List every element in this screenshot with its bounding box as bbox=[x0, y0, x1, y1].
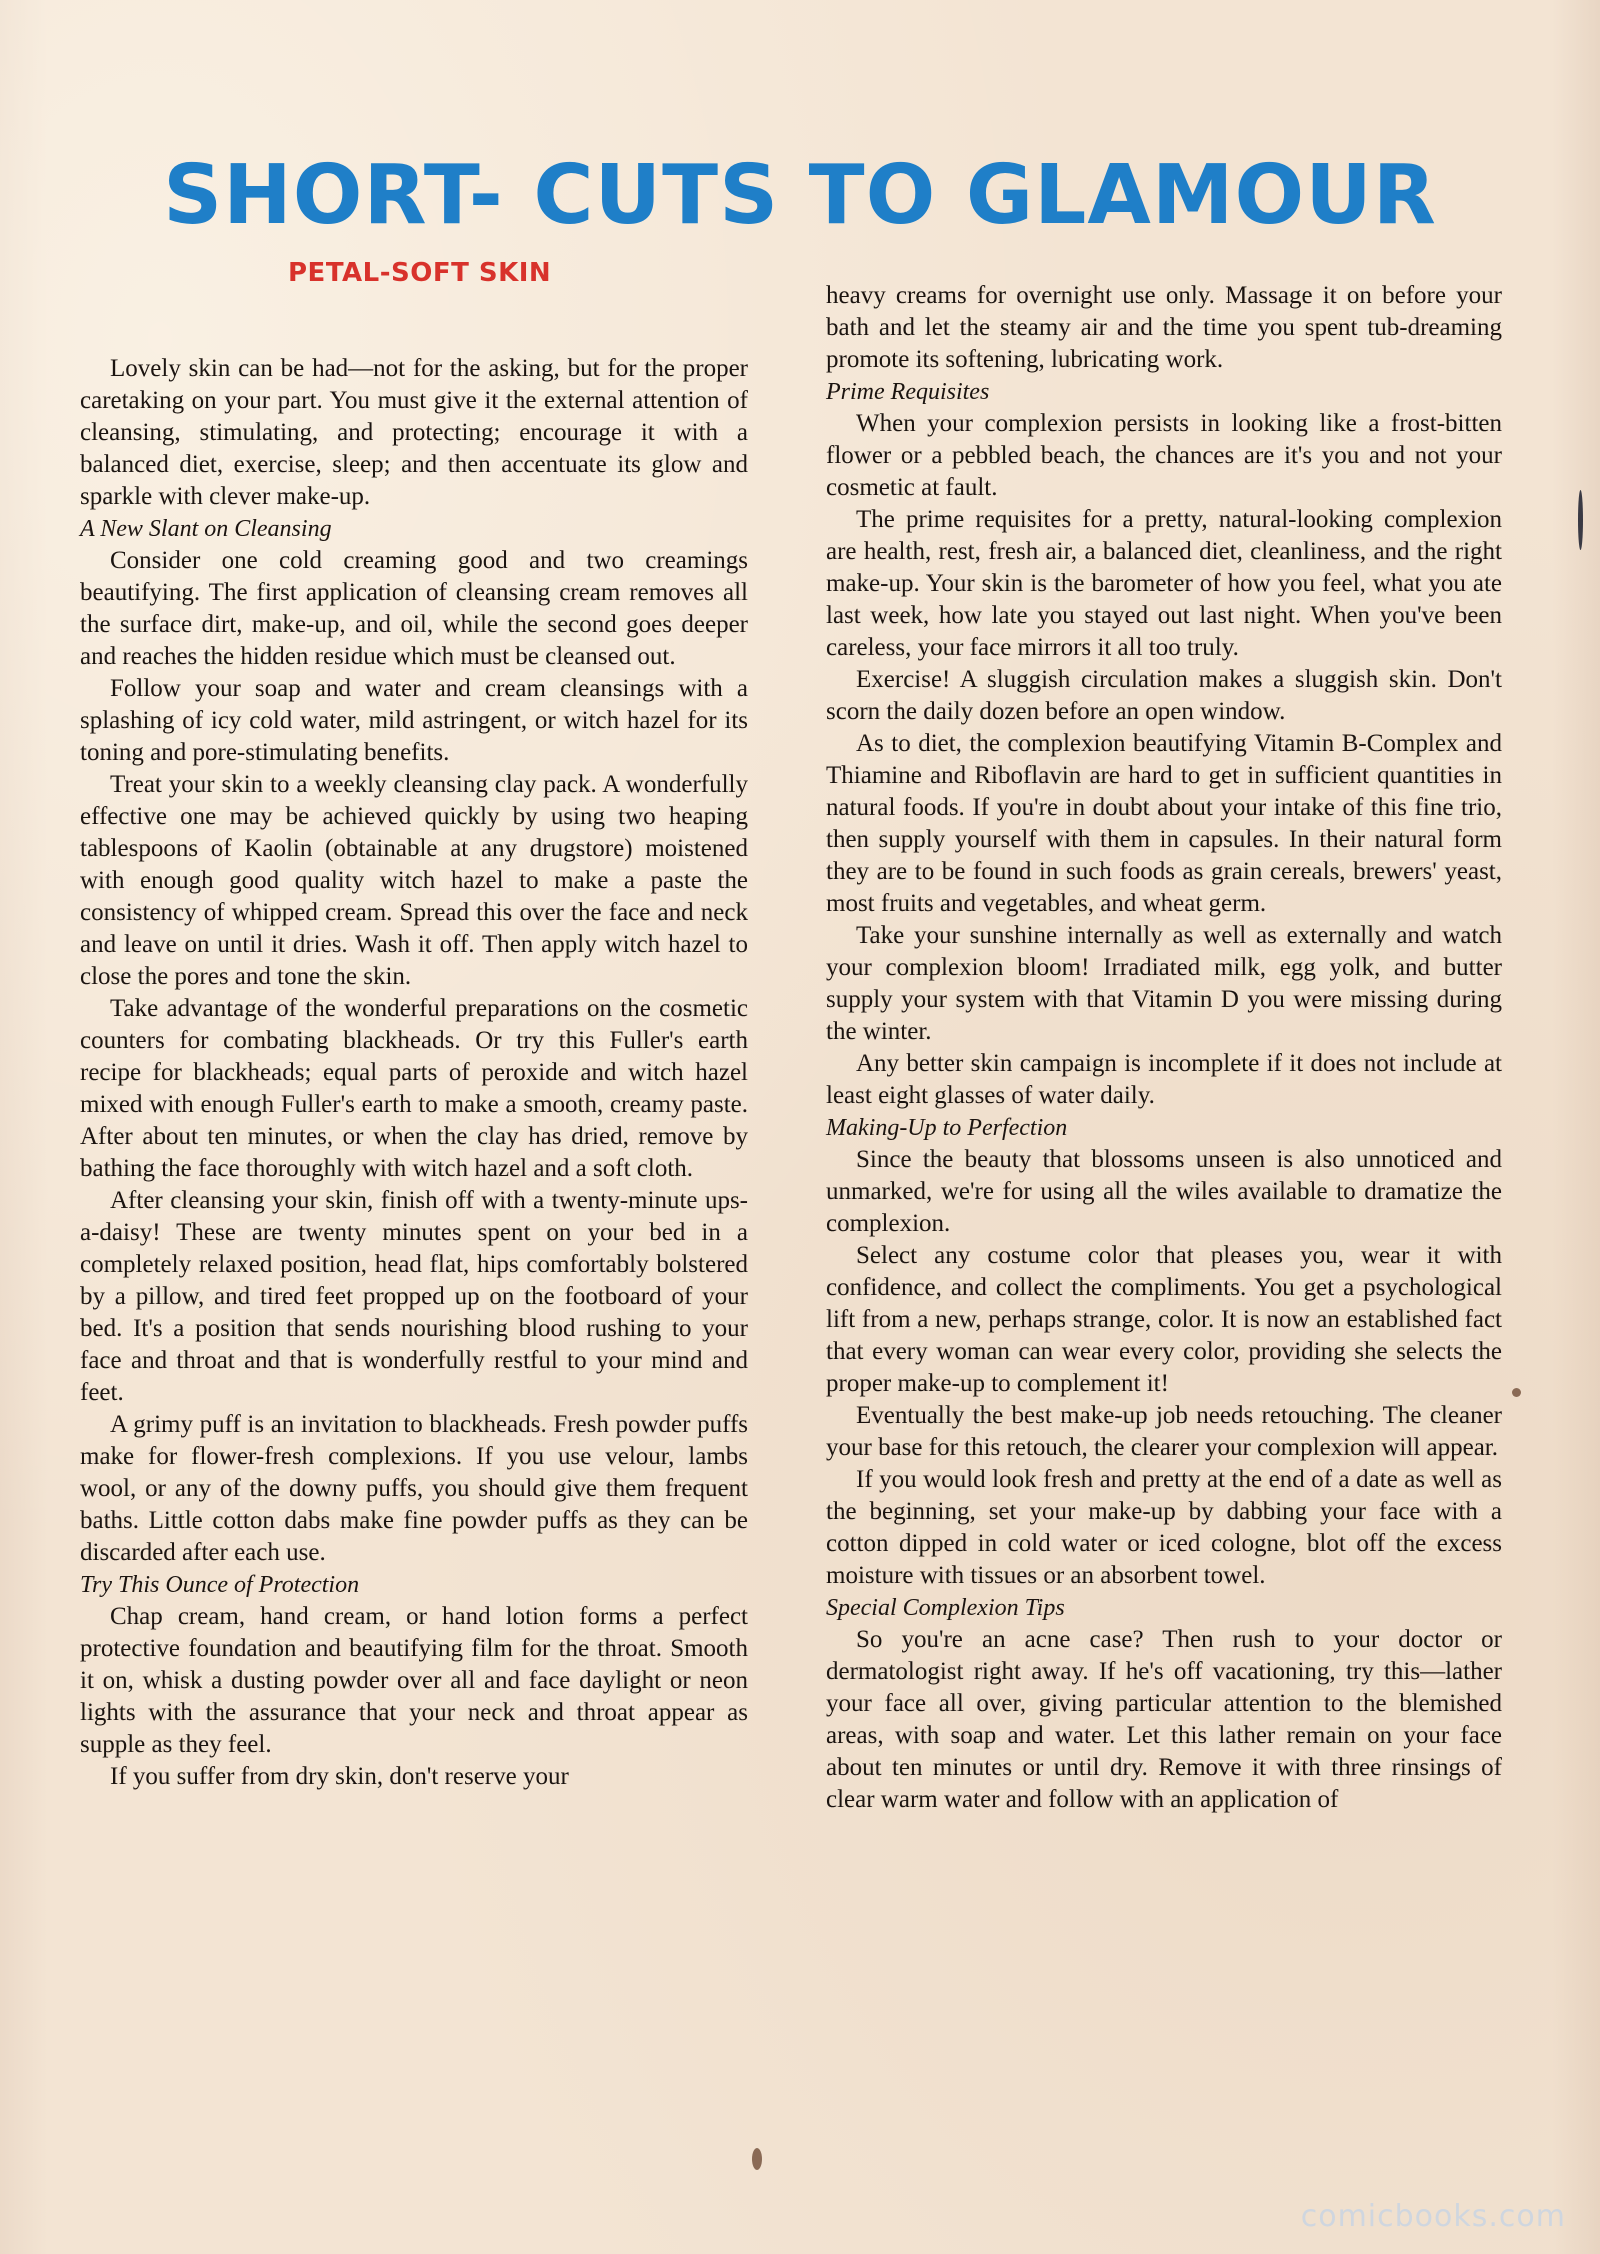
section-heading: A New Slant on Cleansing bbox=[80, 516, 332, 542]
paragraph: Follow your soap and water and cream cleansings with a splashing of icy cold water, mild astringent, or witch hazel for its toning and pore-stimulating benefits. bbox=[80, 675, 748, 766]
paragraph: Select any costume color that pleases you, wear it with confidence, and collect the compliments. You get a psychological lift from a new, perhaps strange, color. It is now an established fact that every woman can wear every color, providing she selects the proper make-up to complement it! bbox=[826, 1242, 1502, 1397]
paper-stain bbox=[1512, 1388, 1521, 1397]
paragraph: The prime requisites for a pretty, natural-looking complexion are health, rest, fresh air, a balanced diet, cleanliness, and the right make-up. Your skin is the barometer of how you feel, what you ate last week, how late you stayed out last night. When you've been careless, your face mirrors it all too truly. bbox=[826, 506, 1502, 661]
section-heading: Prime Requisites bbox=[826, 379, 990, 405]
right-column bbox=[826, 280, 1502, 1816]
paragraph: Take your sunshine internally as well as externally and watch your complexion bloom! Irradiated milk, egg yolk, and butter supply your system with that Vitamin D you were missing during the winter. bbox=[826, 922, 1502, 1045]
section-heading: Special Complexion Tips bbox=[826, 1595, 1065, 1621]
article-title: SHORT- CUTS TO GLAMOUR bbox=[163, 148, 1437, 243]
paragraph: Any better skin campaign is incomplete if it does not include at least eight glasses of water daily. bbox=[826, 1050, 1502, 1109]
paragraph: Exercise! A sluggish circulation makes a sluggish skin. Don't scorn the daily dozen before an open window. bbox=[826, 666, 1502, 725]
paragraph: Treat your skin to a weekly cleansing clay pack. A wonderfully effective one may be achieved quickly by using two heaping tablespoons of Kaolin (obtainable at any drugstore) moistened with enough good quality witch hazel to make a paste the consistency of whipped cream. Spread this over the face and neck and leave on until it dries. Wash it off. Then apply witch hazel to close the pores and tone the skin. bbox=[80, 771, 748, 990]
paragraph: If you suffer from dry skin, don't reserve your bbox=[110, 1763, 569, 1790]
paragraph: Take advantage of the wonderful preparations on the cosmetic counters for combating blackheads. Or try this Fuller's earth recipe for blackheads; equal parts of peroxide and witch hazel mixed with enough Fuller's earth to make a smooth, creamy paste. After about ten minutes, or when the clay has dried, remove by bathing the face thoroughly with witch hazel and a soft cloth. bbox=[80, 995, 748, 1182]
paragraph: heavy creams for overnight use only. Massage it on before your bath and let the steamy air and the time you spent tub-dreaming promote its softening, lubricating work. bbox=[826, 282, 1502, 373]
left-column bbox=[80, 353, 748, 1793]
paper-stain bbox=[1578, 490, 1583, 550]
paragraph: Since the beauty that blossoms unseen is also unnoticed and unmarked, we're for using all the wiles available to dramatize the complexion. bbox=[826, 1146, 1502, 1237]
paragraph: When your complexion persists in looking like a frost-bitten flower or a pebbled beach, the chances are it's you and not your cosmetic at fault. bbox=[826, 410, 1502, 501]
paragraph: Lovely skin can be had—not for the asking, but for the proper caretaking on your part. You must give it the external attention of cleansing, stimulating, and protecting; encourage it with a balanced diet, exercise, sleep; and then accentuate its glow and sparkle with clever make-up. bbox=[80, 355, 748, 510]
paragraph: So you're an acne case? Then rush to your doctor or dermatologist right away. If he's off vacationing, try this—lather your face all over, giving particular attention to the blemished areas, with soap and water. Let this lather remain on your face about ten minutes or until dry. Remove it with three rinsings of clear warm water and follow with an application of bbox=[826, 1626, 1502, 1813]
article-subtitle: PETAL-SOFT SKIN bbox=[288, 258, 552, 288]
section-heading: Making-Up to Perfection bbox=[826, 1115, 1068, 1141]
paper-stain bbox=[752, 2148, 762, 2170]
paragraph: Chap cream, hand cream, or hand lotion forms a perfect protective foundation and beautifying film for the throat. Smooth it on, whisk a dusting powder over all and face daylight or neon lights with the assurance that your neck and throat appear as supple as they feel. bbox=[80, 1603, 748, 1758]
paragraph: As to diet, the complexion beautifying Vitamin B-Complex and Thiamine and Riboflavin are hard to get in sufficient quantities in natural foods. If you're in doubt about your intake of this fine trio, then supply yourself with them in capsules. In their natural form they are to be found in such foods as grain cereals, brewers' yeast, most fruits and vegetables, and wheat germ. bbox=[826, 730, 1502, 917]
section-heading: Try This Ounce of Protection bbox=[80, 1572, 360, 1598]
watermark: comicbooks.com bbox=[1300, 2199, 1566, 2234]
paragraph: If you would look fresh and pretty at the end of a date as well as the beginning, set your make-up by dabbing your face with a cotton dipped in cold water or iced cologne, blot off the excess moisture with tissues or an absorbent towel. bbox=[826, 1466, 1502, 1589]
paragraph: A grimy puff is an invitation to blackheads. Fresh powder puffs make for flower-fresh complexions. If you use velour, lambs wool, or any of the downy puffs, you should give them frequent baths. Little cotton dabs make fine powder puffs as they can be discarded after each use. bbox=[80, 1411, 748, 1566]
paragraph: After cleansing your skin, finish off with a twenty-minute ups-a-daisy! These are twenty minutes spent on your bed in a completely relaxed position, head flat, hips comfortably bolstered by a pillow, and tired feet propped up on the footboard of your bed. It's a position that sends nourishing blood rushing to your face and throat and that is wonderfully restful to your mind and feet. bbox=[80, 1187, 748, 1406]
paragraph: Eventually the best make-up job needs retouching. The cleaner your base for this retouch, the clearer your complexion will appear. bbox=[826, 1402, 1502, 1461]
paragraph: Consider one cold creaming good and two creamings beautifying. The first application of cleansing cream removes all the surface dirt, make-up, and oil, while the second goes deeper and reaches the hidden residue which must be cleansed out. bbox=[80, 547, 748, 670]
